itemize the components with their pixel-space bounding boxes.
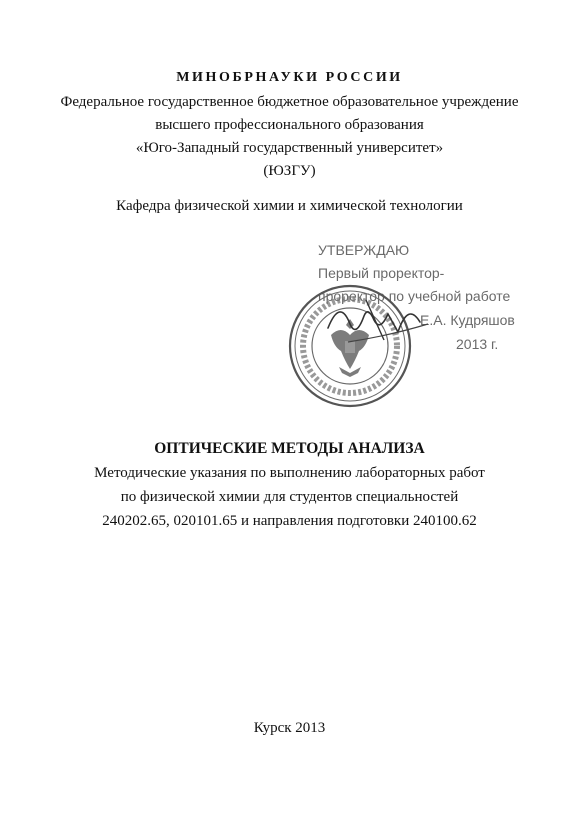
institution-line-2: высшего профессионального образования [155,117,424,133]
document-title: ОПТИЧЕСКИЕ МЕТОДЫ АНАЛИЗА [154,440,425,457]
approve-word: УТВЕРЖДАЮ [318,242,410,258]
approval-year: 2013 г. [456,336,499,352]
handwritten-signature-icon [318,280,488,360]
university-name: «Юго-Западный государственный университет» [135,140,444,156]
approver-position-2: проректор по учебной работе [318,288,511,304]
subtitle-line-3: 240202.65, 020101.65 и направления подготовки 240100.62 [102,513,477,529]
subtitle-line-1: Методические указания по выполнению лабораторных работ [94,465,485,481]
city-year: Курск 2013 [253,720,326,736]
department-name: Кафедра физической химии и химической технологии [116,198,463,214]
subtitle-line-2: по физической химии для студентов специальностей [120,489,459,505]
university-abbr: (ЮЗГУ) [263,163,316,179]
institution-line-1: Федеральное государственное бюджетное образовательное учреждение [60,94,519,110]
approver-position-1: Первый проректор- [318,265,445,281]
ministry-name: МИНОБРНАУКИ РОССИИ [176,70,403,85]
approver-name: Е.А. Кудряшов [420,312,515,328]
